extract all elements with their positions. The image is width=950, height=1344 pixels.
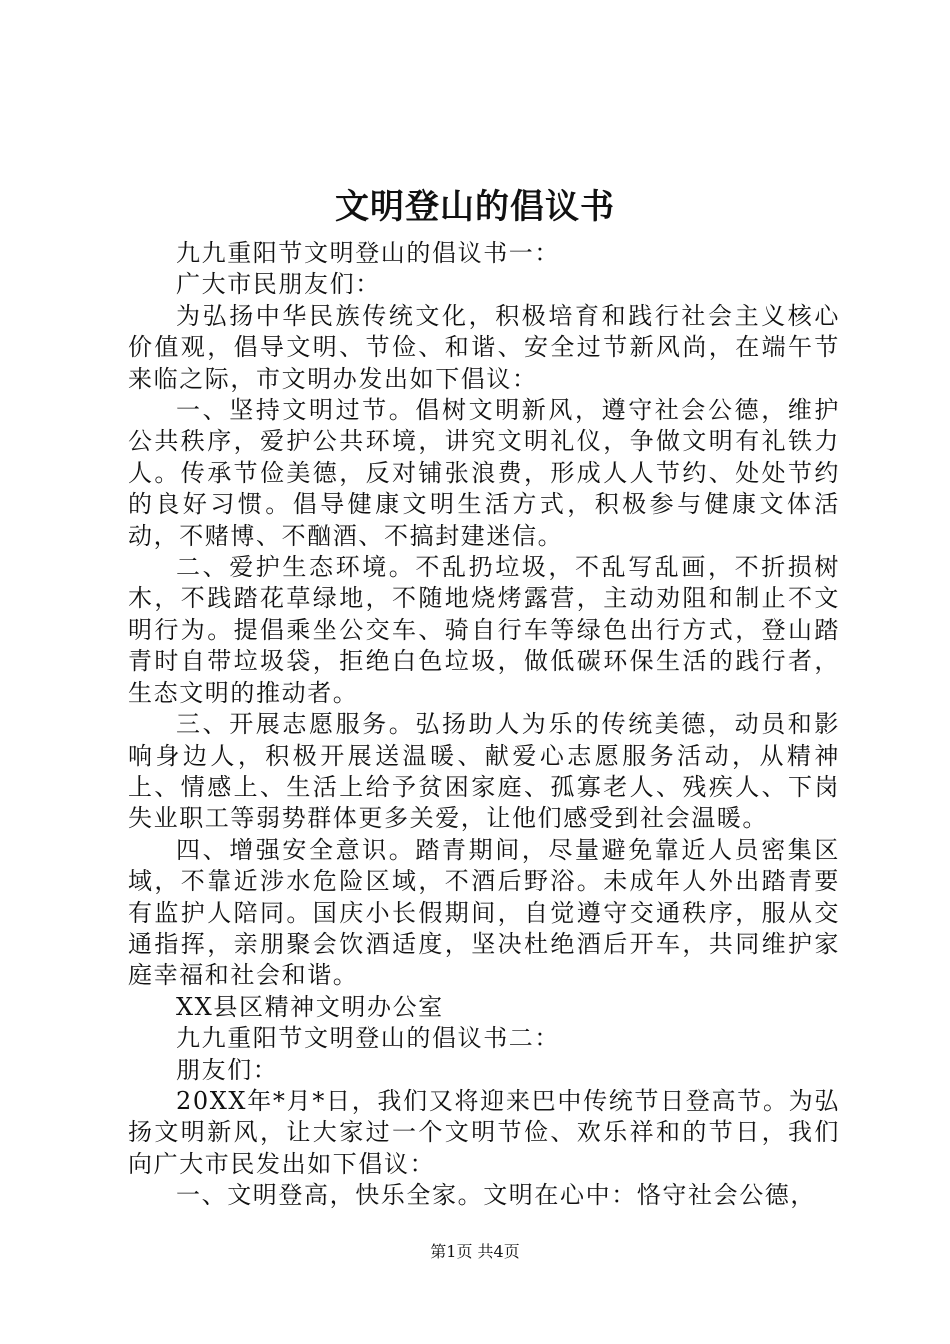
paragraph: 三、开展志愿服务。弘扬助人为乐的传统美德，动员和影响身边人，积极开展送温暖、献爱心志愿服务活动，从精神上、情感上、生活上给予贫困家庭、孤寡老人、残疾人、下岗失业职工等弱势群体更多关爱，让他们感受到社会温暖。 [128,710,840,833]
paragraph: XX县区精神文明办公室 [176,992,444,1021]
page-number-footer: 第1页 共4页 [430,1242,520,1261]
paragraph: 九九重阳节文明登山的倡议书一： [176,239,560,267]
paragraph: 二、爱护生态环境。不乱扔垃圾，不乱写乱画，不折损树木，不践踏花草绿地，不随地烧烤露营，主动劝阻和制止不文明行为。提倡乘坐公交车、骑自行车等绿色出行方式，登山踏青时自带垃圾袋，拒绝白色垃圾，做低碳环保生活的践行者，生态文明的推动者。 [128,553,840,707]
document-title: 文明登山的倡议书 [335,187,615,227]
paragraph: 广大市民朋友们： [176,270,381,299]
paragraph: 为弘扬中华民族传统文化，积极培育和践行社会主义核心价值观，倡导文明、节俭、和谐、安全过节新风尚，在端午节来临之际，市文明办发出如下倡议： [128,301,840,393]
paragraph: 四、增强安全意识。踏青期间，尽量避免靠近人员密集区域，不靠近涉水危险区域，不酒后野浴。未成年人外出踏青要有监护人陪同。国庆小长假期间，自觉遵守交通秩序，服从交通指挥，亲朋聚会饮酒适度，坚决杜绝酒后开车，共同维护家庭幸福和社会和谐。 [128,835,840,990]
paragraph: 朋友们： [176,1055,279,1084]
paragraph: 一、坚持文明过节。倡树文明新风，遵守社会公德，维护公共秩序，爱护公共环境，讲究文明礼仪，争做文明有礼铁力人。传承节俭美德，反对铺张浪费，形成人人节约、处处节约的良好习惯。倡导健康文明生活方式，积极参与健康文体活动，不赌博、不酗酒、不搞封建迷信。 [128,396,840,550]
paragraph: 20XX年*月*日，我们又将迎来巴中传统节日登高节。为弘扬文明新风，让大家过一个文明节俭、欢乐祥和的节日，我们向广大市民发出如下倡议： [128,1086,840,1178]
paragraph: 九九重阳节文明登山的倡议书二： [176,1024,560,1053]
paragraph: 一、文明登高，快乐全家。文明在心中：恪守社会公德， [176,1181,816,1210]
document-body [128,238,840,1212]
